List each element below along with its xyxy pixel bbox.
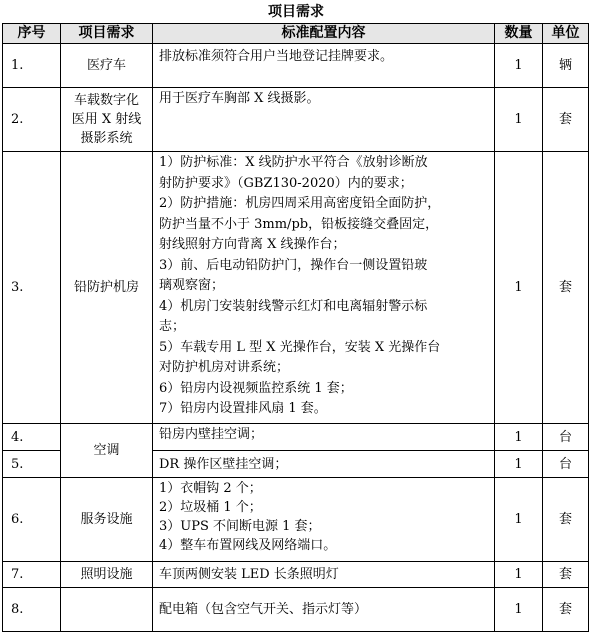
item-content xyxy=(153,562,495,588)
col-header-no: 序号 xyxy=(3,24,61,44)
row-number: 7. xyxy=(3,562,61,588)
content-line: 3）UPS 不间断电源 1 套； xyxy=(159,519,321,534)
quantity: 1 xyxy=(495,88,543,152)
table-row xyxy=(3,588,589,632)
content-line: 2）垃圾桶 1 个； xyxy=(159,500,262,515)
table-row xyxy=(3,562,589,588)
requirements-table xyxy=(2,23,589,632)
content-line: 3）前、后电动铅防护门，操作台一侧设置铅玻 xyxy=(159,257,428,273)
row-number: 8. xyxy=(3,588,61,632)
item-name-line: 医用 X 射线 xyxy=(71,112,142,127)
content-line: 7）铅房内设置排风扇 1 套。 xyxy=(159,401,327,416)
quantity: 1 xyxy=(495,451,543,478)
unit: 套 xyxy=(543,478,589,562)
quantity: 1 xyxy=(495,478,543,562)
item-content xyxy=(153,88,495,152)
table-row xyxy=(3,44,589,88)
row-number: 4. xyxy=(3,424,61,451)
table-row xyxy=(3,88,589,152)
quantity: 1 xyxy=(495,44,543,88)
content-line: 4）机房门安装射线警示红灯和电离辐射警示标 xyxy=(159,298,428,314)
quantity: 1 xyxy=(495,152,543,424)
quantity: 1 xyxy=(495,424,543,451)
item-content xyxy=(153,588,495,632)
table-row xyxy=(3,424,589,451)
unit: 辆 xyxy=(543,44,589,88)
content-line: 射防护要求》（GBZ130-2020）内的要求； xyxy=(159,175,413,191)
table-row xyxy=(3,152,589,424)
unit: 套 xyxy=(543,588,589,632)
content-line: 车顶两侧安装 LED 长条照明灯 xyxy=(159,567,339,582)
header-row xyxy=(3,24,589,44)
content-line: 防护当量不小于 3mm/pb，铅板接缝交叠固定， xyxy=(159,216,439,232)
content-line: 璃观察窗； xyxy=(159,278,225,293)
item-name-line: 车载数字化 xyxy=(73,93,139,108)
unit: 台 xyxy=(543,424,589,451)
content-line: 对防护机房对讲系统； xyxy=(159,360,290,375)
col-header-qty: 数量 xyxy=(495,24,543,44)
content-line: 6）铅房内设视频监控系统 1 套； xyxy=(159,380,353,396)
col-header-unit: 单位 xyxy=(543,24,589,44)
item-content xyxy=(153,424,495,451)
content-line: 铅房内壁挂空调； xyxy=(159,427,264,442)
row-number: 2. xyxy=(3,88,61,152)
unit: 台 xyxy=(543,451,589,478)
item-name-line: 摄影系统 xyxy=(80,131,133,146)
document-title: 项目需求 xyxy=(268,4,324,20)
content-line: 用于医疗车胸部 X 线摄影。 xyxy=(159,91,320,106)
item-name: 服务设施 xyxy=(61,478,153,562)
content-line: 2）防护措施：机房四周采用高密度铅全面防护， xyxy=(159,196,441,211)
item-content xyxy=(153,44,495,88)
col-header-item: 项目需求 xyxy=(61,24,153,44)
item-name xyxy=(61,588,153,632)
item-name: 照明设施 xyxy=(61,562,153,588)
unit: 套 xyxy=(543,152,589,424)
quantity: 1 xyxy=(495,588,543,632)
item-name: 铅防护机房 xyxy=(61,152,153,424)
row-number: 6. xyxy=(3,478,61,562)
table-row xyxy=(3,478,589,562)
content-line: 5）车载专用 L 型 X 光操作台，安装 X 光操作台 xyxy=(159,339,441,355)
content-line: 排放标准须符合用户当地登记挂牌要求。 xyxy=(159,49,394,64)
content-line: 射线照射方向背离 X 线操作台； xyxy=(159,237,346,252)
unit: 套 xyxy=(543,88,589,152)
content-line: 配电箱（包含空气开关、指示灯等） xyxy=(159,602,368,617)
content-line: 志； xyxy=(159,319,186,334)
item-content xyxy=(153,478,495,562)
item-name xyxy=(61,88,153,152)
content-line: 1）衣帽钩 2 个； xyxy=(159,481,262,496)
col-header-content: 标准配置内容 xyxy=(153,24,495,44)
item-name: 医疗车 xyxy=(61,44,153,88)
row-number: 1. xyxy=(3,44,61,88)
row-number: 5. xyxy=(3,451,61,478)
row-number: 3. xyxy=(3,152,61,424)
item-content xyxy=(153,451,495,478)
item-name: 空调 xyxy=(61,424,153,478)
item-content xyxy=(153,152,495,424)
unit: 套 xyxy=(543,562,589,588)
content-line: DR 操作区壁挂空调； xyxy=(159,456,288,472)
content-line: 4）整车布置网线及网络端口。 xyxy=(159,538,337,553)
quantity: 1 xyxy=(495,562,543,588)
content-line: 1）防护标准：X 线防护水平符合《放射诊断放 xyxy=(159,155,428,170)
